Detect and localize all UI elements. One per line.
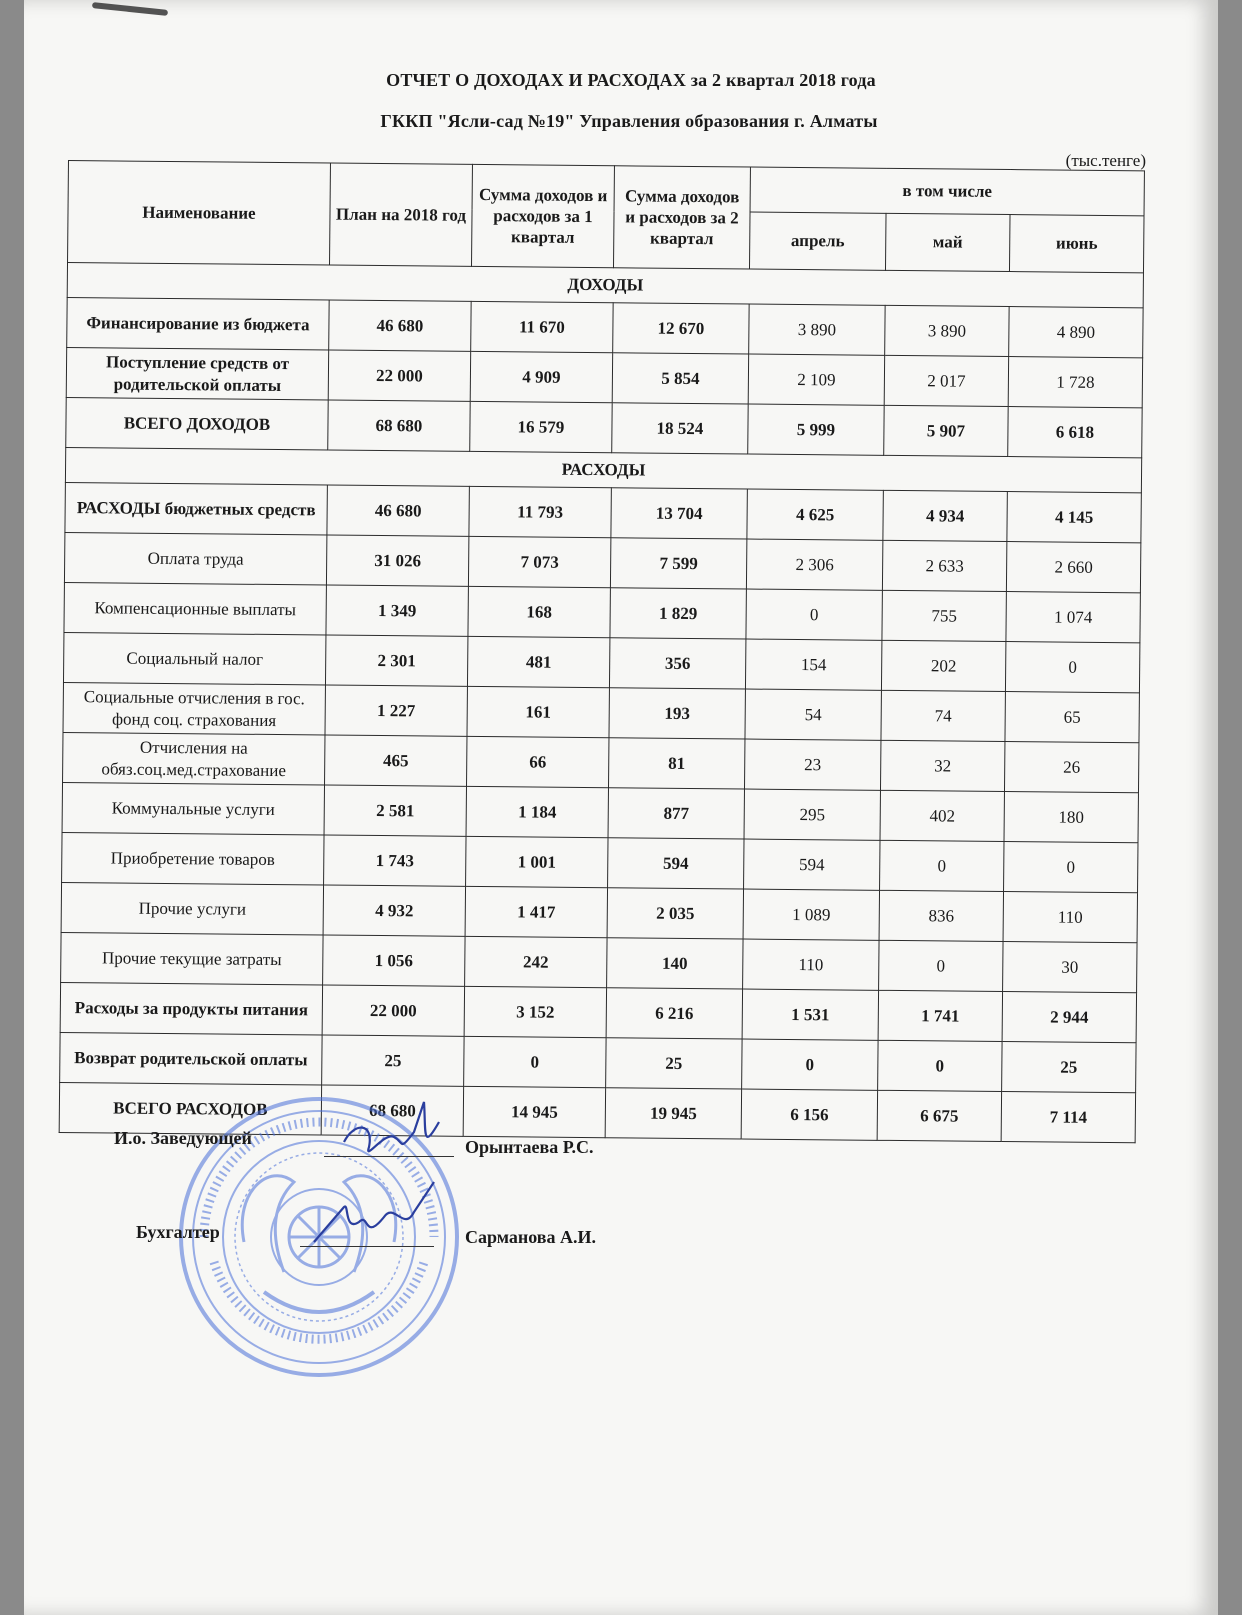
row-name: Компенсационные выплаты bbox=[64, 582, 326, 635]
cell-may: 6 675 bbox=[877, 1090, 1001, 1141]
cell-q2: 12 670 bbox=[613, 303, 749, 354]
accountant-name: Сарманова А.И. bbox=[465, 1227, 597, 1247]
cell-may: 0 bbox=[878, 1040, 1002, 1091]
row-name: Прочие текущие затраты bbox=[61, 932, 323, 985]
cell-q2: 1 829 bbox=[610, 588, 746, 639]
cell-april: 110 bbox=[743, 939, 879, 990]
report-title: ОТЧЕТ О ДОХОДАХ И РАСХОДАХ за 2 квартал 2018 года bbox=[386, 70, 876, 90]
cell-q2: 877 bbox=[608, 788, 744, 839]
col-header-plan: План на 2018 год bbox=[330, 163, 473, 266]
cell-june: 4 145 bbox=[1007, 492, 1141, 543]
cell-q2: 25 bbox=[606, 1038, 742, 1089]
cell-plan: 465 bbox=[325, 735, 467, 786]
col-header-may: май bbox=[885, 213, 1010, 271]
cell-june: 26 bbox=[1004, 742, 1138, 793]
report-subtitle: ГККП "Ясли-сад №19" Управления образования г. Алматы bbox=[380, 111, 878, 131]
cell-june: 6 618 bbox=[1008, 407, 1142, 458]
accountant-label: Бухгалтер bbox=[136, 1222, 220, 1242]
cell-q2: 81 bbox=[608, 738, 744, 789]
cell-may: 755 bbox=[882, 590, 1006, 641]
col-header-april: апрель bbox=[749, 212, 886, 270]
cell-plan: 25 bbox=[322, 1035, 464, 1086]
cell-april: 23 bbox=[744, 739, 880, 790]
cell-plan: 68 680 bbox=[328, 400, 470, 451]
cell-may: 32 bbox=[880, 740, 1004, 791]
scan-artifact bbox=[92, 2, 168, 16]
head-label: И.о. Заведующей bbox=[114, 1128, 252, 1148]
cell-may: 0 bbox=[879, 940, 1003, 991]
units-label: (тыс.тенге) bbox=[1065, 151, 1146, 170]
cell-plan: 68 680 bbox=[321, 1085, 463, 1136]
cell-may: 836 bbox=[879, 890, 1003, 941]
cell-plan: 1 349 bbox=[326, 585, 468, 636]
cell-q1: 168 bbox=[468, 586, 610, 637]
cell-q1: 14 945 bbox=[463, 1086, 605, 1137]
cell-q2: 140 bbox=[607, 938, 743, 989]
cell-april: 54 bbox=[745, 689, 881, 740]
row-name: ВСЕГО РАСХОДОВ bbox=[59, 1082, 321, 1135]
cell-june: 1 728 bbox=[1008, 357, 1142, 408]
head-signature bbox=[324, 1092, 464, 1172]
col-header-june: июнь bbox=[1009, 215, 1144, 273]
row-name: Социальные отчисления в гос. фонд соц. страхования bbox=[63, 682, 325, 735]
cell-q1: 242 bbox=[465, 936, 607, 987]
cell-plan: 4 932 bbox=[323, 885, 465, 936]
cell-april: 2 306 bbox=[746, 539, 882, 590]
row-name: Возврат родительской оплаты bbox=[60, 1032, 322, 1085]
row-name: Расходы за продукты питания bbox=[60, 982, 322, 1035]
cell-q1: 481 bbox=[467, 636, 609, 687]
cell-plan: 22 000 bbox=[322, 985, 464, 1036]
cell-april: 0 bbox=[746, 589, 882, 640]
cell-june: 30 bbox=[1003, 942, 1137, 993]
row-name: Коммунальные услуги bbox=[62, 782, 324, 835]
cell-may: 2 633 bbox=[882, 540, 1006, 591]
cell-april: 6 156 bbox=[741, 1089, 877, 1140]
cell-q2: 19 945 bbox=[605, 1088, 741, 1139]
cell-april: 1 531 bbox=[742, 989, 878, 1040]
cell-may: 2 017 bbox=[884, 355, 1008, 406]
cell-q1: 3 152 bbox=[464, 986, 606, 1037]
cell-may: 202 bbox=[881, 640, 1005, 691]
row-name: Финансирование из бюджета bbox=[67, 297, 329, 350]
cell-april: 0 bbox=[742, 1039, 878, 1090]
col-header-q1: Сумма доходов и расходов за 1 квартал bbox=[471, 164, 614, 267]
cell-april: 154 bbox=[745, 639, 881, 690]
row-name: ВСЕГО ДОХОДОВ bbox=[66, 397, 328, 450]
cell-q2: 6 216 bbox=[606, 988, 742, 1039]
cell-may: 1 741 bbox=[878, 990, 1002, 1041]
cell-plan: 1 743 bbox=[324, 835, 466, 886]
cell-may: 5 907 bbox=[884, 405, 1008, 456]
cell-q1: 11 670 bbox=[471, 301, 613, 352]
cell-may: 74 bbox=[881, 690, 1005, 741]
cell-plan: 22 000 bbox=[328, 350, 470, 401]
cell-q1: 1 001 bbox=[466, 836, 608, 887]
cell-plan: 31 026 bbox=[326, 535, 468, 586]
cell-q2: 7 599 bbox=[610, 538, 746, 589]
cell-q2: 18 524 bbox=[612, 403, 748, 454]
cell-june: 0 bbox=[1005, 642, 1139, 693]
cell-q2: 594 bbox=[608, 838, 744, 889]
cell-may: 0 bbox=[880, 840, 1004, 891]
section-income: ДОХОДЫ bbox=[67, 263, 1143, 308]
cell-q1: 11 793 bbox=[469, 486, 611, 537]
row-name: Отчисления на обяз.соц.мед.страхование bbox=[63, 732, 325, 785]
row-name: Прочие услуги bbox=[61, 882, 323, 935]
cell-april: 5 999 bbox=[748, 404, 884, 455]
cell-april: 594 bbox=[744, 839, 880, 890]
cell-may: 3 890 bbox=[885, 305, 1009, 356]
cell-q1: 7 073 bbox=[468, 536, 610, 587]
cell-plan: 46 680 bbox=[329, 300, 471, 351]
accountant-signature bbox=[304, 1172, 454, 1262]
row-name: РАСХОДЫ бюджетных средств bbox=[65, 482, 327, 535]
cell-q2: 13 704 bbox=[611, 488, 747, 539]
row-name: Приобретение товаров bbox=[62, 832, 324, 885]
cell-q1: 16 579 bbox=[470, 401, 612, 452]
cell-q1: 1 184 bbox=[466, 786, 608, 837]
cell-june: 7 114 bbox=[1001, 1092, 1135, 1143]
row-name: Оплата труда bbox=[64, 532, 326, 585]
cell-june: 25 bbox=[1002, 1042, 1136, 1093]
cell-q1: 0 bbox=[464, 1036, 606, 1087]
cell-plan: 1 056 bbox=[323, 935, 465, 986]
cell-q2: 356 bbox=[609, 638, 745, 689]
cell-april: 2 109 bbox=[748, 354, 884, 405]
cell-q1: 4 909 bbox=[470, 351, 612, 402]
cell-plan: 2 581 bbox=[324, 785, 466, 836]
col-header-q2: Сумма доходов и расходов за 2 квартал bbox=[613, 166, 750, 269]
cell-june: 65 bbox=[1005, 692, 1139, 743]
cell-april: 3 890 bbox=[749, 304, 885, 355]
cell-june: 2 660 bbox=[1006, 542, 1140, 593]
cell-june: 110 bbox=[1003, 892, 1137, 943]
col-header-including: в том числе bbox=[750, 167, 1144, 216]
row-name: Поступление средств от родительской оплаты bbox=[66, 347, 328, 400]
cell-june: 0 bbox=[1004, 842, 1138, 893]
cell-q2: 2 035 bbox=[607, 888, 743, 939]
cell-plan: 1 227 bbox=[325, 685, 467, 736]
row-name: Социальный налог bbox=[63, 632, 325, 685]
cell-q2: 193 bbox=[609, 688, 745, 739]
cell-may: 4 934 bbox=[883, 490, 1007, 541]
cell-q1: 1 417 bbox=[465, 886, 607, 937]
cell-april: 4 625 bbox=[747, 489, 883, 540]
section-expense: РАСХОДЫ bbox=[65, 447, 1141, 492]
cell-june: 1 074 bbox=[1006, 592, 1140, 643]
cell-q2: 5 854 bbox=[612, 353, 748, 404]
head-name: Орынтаева Р.С. bbox=[465, 1137, 594, 1157]
cell-june: 180 bbox=[1004, 792, 1138, 843]
cell-april: 295 bbox=[744, 789, 880, 840]
cell-plan: 46 680 bbox=[327, 485, 469, 536]
cell-plan: 2 301 bbox=[325, 635, 467, 686]
report-table bbox=[59, 160, 1145, 1143]
col-header-name: Наименование bbox=[68, 161, 331, 266]
cell-april: 1 089 bbox=[743, 889, 879, 940]
cell-q1: 161 bbox=[467, 686, 609, 737]
cell-may: 402 bbox=[880, 790, 1004, 841]
document-page bbox=[24, 0, 1218, 1615]
cell-june: 2 944 bbox=[1002, 992, 1136, 1043]
cell-june: 4 890 bbox=[1009, 307, 1143, 358]
cell-q1: 66 bbox=[467, 736, 609, 787]
